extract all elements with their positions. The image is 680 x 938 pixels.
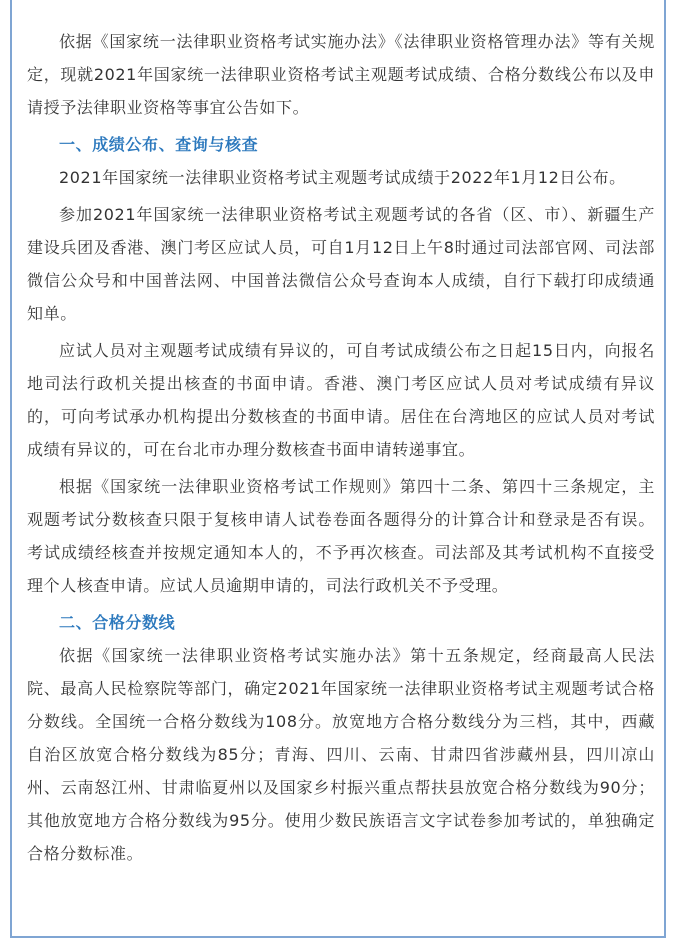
article-body	[27, 25, 655, 870]
paragraph-score-review-rules: 根据《国家统一法律职业资格考试工作规则》第四十二条、第四十三条规定，主观题考试分数核查只限于复核申请人试卷卷面各题得分的计算合计和登录是否有误。考试成绩经核查并按规定通知本人的，不予再次核查。司法部及其考试机构不直接受理个人核查申请。应试人员逾期申请的，司法行政机关不予受理。	[27, 477, 655, 595]
intro-paragraph: 依据《国家统一法律职业资格考试实施办法》《法律职业资格管理办法》等有关规定，现就2021年国家统一法律职业资格考试主观题考试成绩、合格分数线公布以及申请授予法律职业资格等事宜公告如下。	[27, 32, 655, 117]
paragraph-score-objection: 应试人员对主观题考试成绩有异议的，可自考试成绩公布之日起15日内，向报名地司法行政机关提出核查的书面申请。香港、澳门考区应试人员对考试成绩有异议的，可向考试承办机构提出分数核查的书面申请。居住在台湾地区的应试人员对考试成绩有异议的，可在台北市办理分数核查书面申请转递事宜。	[27, 341, 655, 459]
paragraph-passing-line: 依据《国家统一法律职业资格考试实施办法》第十五条规定，经商最高人民法院、最高人民检察院等部门，确定2021年国家统一法律职业资格考试主观题考试合格分数线。全国统一合格分数线为108分。放宽地方合格分数线分为三档，其中，西藏自治区放宽合格分数线为85分；青海、四川、云南、甘肃四省涉藏州县，四川凉山州、云南怒江州、甘肃临夏州以及国家乡村振兴重点帮扶县放宽合格分数线为90分；其他放宽地方合格分数线为95分。使用少数民族语言文字试卷参加考试的，单独确定合格分数标准。	[27, 646, 655, 863]
section-heading-passing-line: 二、合格分数线	[59, 613, 176, 632]
paragraph-score-release-date: 2021年国家统一法律职业资格考试主观题考试成绩于2022年1月12日公布。	[59, 168, 626, 187]
section-heading-score-release: 一、成绩公布、查询与核查	[59, 135, 259, 154]
paragraph-score-query: 参加2021年国家统一法律职业资格考试主观题考试的各省（区、市）、新疆生产建设兵团及香港、澳门考区应试人员，可自1月12日上午8时通过司法部官网、司法部微信公众号和中国普法网、中国普法微信公众号查询本人成绩，自行下载打印成绩通知单。	[27, 205, 655, 323]
